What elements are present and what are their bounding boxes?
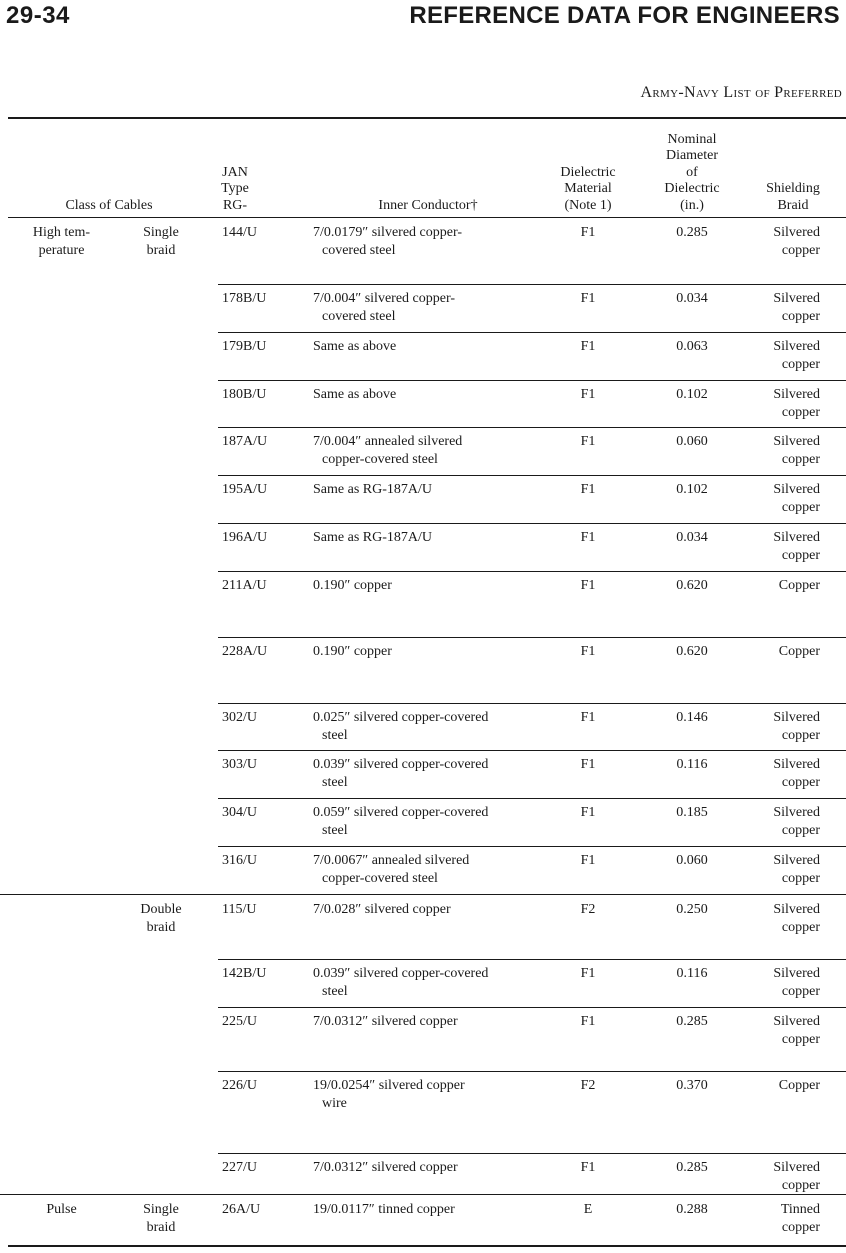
shielding-braid-line: Silvered — [773, 757, 820, 772]
cable-class — [14, 224, 109, 260]
header-line: Braid — [777, 197, 809, 213]
shielding-braid — [744, 709, 820, 745]
shielding-braid-line: copper — [781, 1032, 820, 1047]
shielding-braid — [744, 965, 820, 1001]
inner-conductor — [313, 1013, 543, 1031]
dielectric-material: F1 — [580, 578, 596, 593]
inner-conductor — [313, 852, 543, 888]
inner-conductor — [313, 481, 543, 499]
jan-type: 180B/U — [222, 387, 267, 402]
shielding-braid — [744, 901, 820, 937]
inner-conductor — [313, 577, 543, 595]
inner-conductor-line2: steel — [322, 775, 348, 790]
inner-conductor — [313, 290, 543, 326]
header-line: Dielectric — [664, 181, 720, 196]
inner-conductor-line1: Same as RG-187A/U — [313, 530, 432, 545]
inner-conductor — [313, 1077, 543, 1113]
header-line: Dielectric — [560, 164, 616, 180]
dielectric-diameter: 0.060 — [676, 853, 708, 868]
dielectric-diameter: 0.370 — [676, 1078, 708, 1093]
shielding-braid-line: Silvered — [773, 1014, 820, 1029]
row-divider — [218, 571, 846, 572]
jan-type: 228A/U — [222, 644, 268, 659]
cable-class-line: perature — [38, 243, 85, 258]
shielding-braid — [744, 433, 820, 469]
shielding-braid-line: Silvered — [773, 805, 820, 820]
shielding-braid — [744, 1201, 820, 1237]
shielding-braid — [744, 224, 820, 260]
inner-conductor-line2: covered steel — [322, 243, 396, 258]
shielding-braid-line: copper — [781, 1178, 820, 1193]
inner-conductor-line2: steel — [322, 984, 348, 999]
dielectric-diameter: 0.060 — [676, 434, 708, 449]
shielding-braid-line: copper — [781, 823, 820, 838]
inner-conductor — [313, 643, 543, 661]
jan-type: 211A/U — [222, 578, 267, 593]
row-divider — [218, 332, 846, 333]
header-class-of-cables — [14, 124, 204, 214]
header-shielding-braid — [752, 124, 834, 214]
shielding-braid-line: copper — [781, 728, 820, 743]
row-divider — [218, 284, 846, 285]
dielectric-material: F1 — [580, 225, 596, 240]
braid-class — [122, 224, 200, 260]
jan-type: 225/U — [222, 1014, 257, 1029]
shielding-braid-line: copper — [781, 1220, 820, 1235]
shielding-braid — [744, 1159, 820, 1195]
inner-conductor — [313, 804, 543, 840]
inner-conductor — [313, 1159, 543, 1177]
inner-conductor-line1: 19/0.0254″ silvered copper — [313, 1078, 465, 1093]
dielectric-material: F1 — [580, 644, 596, 659]
shielding-braid-line: Silvered — [773, 530, 820, 545]
shielding-braid-line: Copper — [778, 578, 820, 593]
inner-conductor-line1: 0.039″ silvered copper-covered — [313, 757, 489, 772]
shielding-braid — [744, 1077, 820, 1095]
shielding-braid-line: Silvered — [773, 339, 820, 354]
inner-conductor-line2: steel — [322, 728, 348, 743]
shielding-braid — [744, 386, 820, 422]
shielding-braid-line: Silvered — [773, 1160, 820, 1175]
inner-conductor — [313, 756, 543, 792]
jan-type: 144/U — [222, 225, 257, 240]
jan-type: 142B/U — [222, 966, 267, 981]
dielectric-diameter: 0.102 — [676, 387, 708, 402]
row-divider — [218, 846, 846, 847]
dielectric-diameter: 0.116 — [676, 757, 708, 772]
inner-conductor-line1: 7/0.0312″ silvered copper — [313, 1160, 458, 1175]
jan-type: 226/U — [222, 1078, 257, 1093]
jan-type: 195A/U — [222, 482, 268, 497]
jan-type: 227/U — [222, 1160, 257, 1175]
jan-type: 316/U — [222, 853, 257, 868]
row-divider — [218, 427, 846, 428]
jan-type: 115/U — [222, 902, 257, 917]
shielding-braid-line: copper — [781, 500, 820, 515]
header-line: Type — [221, 181, 249, 196]
inner-conductor-line2: steel — [322, 823, 348, 838]
header-jan-type — [210, 124, 260, 214]
shielding-braid-line: copper — [781, 984, 820, 999]
inner-conductor-line1: 7/0.0067″ annealed silvered — [313, 853, 470, 868]
header-nominal-diameter — [648, 124, 736, 214]
shielding-braid — [744, 338, 820, 374]
inner-conductor-line1: 7/0.028″ silvered copper — [313, 902, 451, 917]
shielding-braid — [744, 529, 820, 565]
cable-class-line: Pulse — [46, 1202, 77, 1217]
shielding-braid-line: Silvered — [773, 387, 820, 402]
table-bottom-rule — [8, 1245, 846, 1247]
inner-conductor — [313, 338, 543, 356]
dielectric-diameter: 0.034 — [676, 530, 708, 545]
header-inner-conductor — [313, 124, 543, 214]
inner-conductor-line1: 0.025″ silvered copper-covered — [313, 710, 489, 725]
table-row — [0, 1194, 846, 1235]
shielding-braid-line: Copper — [778, 644, 820, 659]
inner-conductor — [313, 965, 543, 1001]
dielectric-material: F1 — [580, 966, 596, 981]
dielectric-material: F1 — [580, 482, 596, 497]
shielding-braid — [744, 852, 820, 888]
dielectric-material: F1 — [580, 757, 596, 772]
inner-conductor-line2: copper-covered steel — [322, 871, 438, 886]
dielectric-material: F2 — [580, 1078, 596, 1093]
header-line: Diameter — [665, 148, 719, 163]
inner-conductor — [313, 386, 543, 404]
inner-conductor — [313, 709, 543, 745]
shielding-braid-line: Copper — [778, 1078, 820, 1093]
header-line: Class of Cables — [65, 197, 153, 213]
braid-class — [122, 901, 200, 937]
inner-conductor-line1: 7/0.0312″ silvered copper — [313, 1014, 458, 1029]
header-line: (in.) — [680, 197, 704, 213]
dielectric-diameter: 0.620 — [676, 644, 708, 659]
dielectric-diameter: 0.146 — [676, 710, 708, 725]
inner-conductor — [313, 901, 543, 919]
shielding-braid-line: copper — [781, 871, 820, 886]
row-divider — [218, 1153, 846, 1154]
shielding-braid-line: copper — [781, 452, 820, 467]
shielding-braid-line: copper — [781, 920, 820, 935]
inner-conductor-line1: 7/0.004″ annealed silvered — [313, 434, 463, 449]
shielding-braid-line: Silvered — [773, 225, 820, 240]
shielding-braid — [744, 290, 820, 326]
inner-conductor-line1: Same as above — [313, 339, 397, 354]
braid-class — [122, 1201, 200, 1237]
shielding-braid-line: Silvered — [773, 482, 820, 497]
shielding-braid-line: Silvered — [773, 966, 820, 981]
dielectric-material: F1 — [580, 1160, 596, 1175]
dielectric-diameter: 0.285 — [676, 1014, 708, 1029]
inner-conductor-line1: 19/0.0117″ tinned copper — [313, 1202, 455, 1217]
header-line: RG- — [222, 197, 248, 213]
shielding-braid — [744, 577, 820, 595]
shielding-braid-line: copper — [781, 405, 820, 420]
jan-type: 196A/U — [222, 530, 268, 545]
header-dielectric-material — [548, 124, 628, 214]
braid-class-line: Double — [140, 902, 182, 917]
cable-class-line: High tem- — [32, 225, 91, 240]
shielding-braid — [744, 804, 820, 840]
inner-conductor-line1: Same as RG-187A/U — [313, 482, 432, 497]
jan-type: 179B/U — [222, 339, 267, 354]
dielectric-diameter: 0.620 — [676, 578, 708, 593]
row-divider — [218, 475, 846, 476]
page-number: 29-34 — [6, 2, 70, 29]
inner-conductor-line1: 0.190″ copper — [313, 578, 392, 593]
shielding-braid-line: Tinned — [780, 1202, 820, 1217]
dielectric-diameter: 0.102 — [676, 482, 708, 497]
shielding-braid-line: copper — [781, 548, 820, 563]
dielectric-diameter: 0.250 — [676, 902, 708, 917]
inner-conductor-line1: 7/0.004″ silvered copper- — [313, 291, 456, 306]
braid-class-line: braid — [146, 243, 176, 258]
header-rule — [8, 217, 846, 218]
dielectric-material: F1 — [580, 710, 596, 725]
dielectric-diameter: 0.288 — [676, 1202, 708, 1217]
dielectric-diameter: 0.063 — [676, 339, 708, 354]
jan-type: 178B/U — [222, 291, 267, 306]
inner-conductor-line1: 0.190″ copper — [313, 644, 392, 659]
header-line: Nominal — [667, 131, 717, 147]
shielding-braid-line: Silvered — [773, 710, 820, 725]
shielding-braid — [744, 643, 820, 661]
header-line: Shielding — [766, 181, 820, 196]
inner-conductor-line1: 7/0.0179″ silvered copper- — [313, 225, 463, 240]
row-divider — [218, 703, 846, 704]
header-line: JAN — [222, 164, 248, 180]
dielectric-material: F1 — [580, 1014, 596, 1029]
dielectric-material: F1 — [580, 339, 596, 354]
dielectric-material: F2 — [580, 902, 596, 917]
shielding-braid-line: Silvered — [773, 853, 820, 868]
row-divider — [218, 637, 846, 638]
jan-type: 187A/U — [222, 434, 268, 449]
running-header-title: REFERENCE DATA FOR ENGINEERS — [409, 2, 840, 29]
shielding-braid-line: copper — [781, 309, 820, 324]
inner-conductor — [313, 1201, 543, 1219]
inner-conductor — [313, 224, 543, 260]
dielectric-diameter: 0.185 — [676, 805, 708, 820]
dielectric-material: F1 — [580, 530, 596, 545]
shielding-braid-line: copper — [781, 243, 820, 258]
row-divider — [218, 523, 846, 524]
inner-conductor — [313, 433, 543, 469]
header-line: (Note 1) — [564, 197, 612, 213]
jan-type: 303/U — [222, 757, 257, 772]
braid-class-line: braid — [146, 1220, 176, 1235]
inner-conductor — [313, 529, 543, 547]
shielding-braid-line: copper — [781, 357, 820, 372]
dielectric-material: F1 — [580, 291, 596, 306]
inner-conductor-line1: Same as above — [313, 387, 397, 402]
table-top-rule — [8, 117, 846, 119]
shielding-braid — [744, 756, 820, 792]
header-line: Inner Conductor† — [378, 197, 478, 213]
dielectric-diameter: 0.034 — [676, 291, 708, 306]
row-divider — [218, 750, 846, 751]
inner-conductor-line2: wire — [322, 1096, 347, 1111]
inner-conductor-line1: 0.039″ silvered copper-covered — [313, 966, 489, 981]
row-divider — [218, 959, 846, 960]
shielding-braid-line: Silvered — [773, 434, 820, 449]
row-divider — [218, 1071, 846, 1072]
dielectric-diameter: 0.116 — [676, 966, 708, 981]
cable-class — [14, 1201, 109, 1219]
dielectric-material: F1 — [580, 805, 596, 820]
shielding-braid-line: Silvered — [773, 902, 820, 917]
jan-type: 26A/U — [222, 1202, 261, 1217]
header-line: of — [686, 164, 698, 180]
shielding-braid-line: Silvered — [773, 291, 820, 306]
row-divider — [218, 798, 846, 799]
jan-type: 304/U — [222, 805, 257, 820]
row-divider — [218, 1007, 846, 1008]
dielectric-material: E — [583, 1202, 593, 1217]
shielding-braid — [744, 1013, 820, 1049]
shielding-braid-line: copper — [781, 775, 820, 790]
braid-class-line: braid — [146, 920, 176, 935]
jan-type: 302/U — [222, 710, 257, 725]
braid-class-line: Single — [143, 225, 179, 240]
table-caption: Army-Navy List of Preferred — [640, 84, 842, 101]
dielectric-diameter: 0.285 — [676, 225, 708, 240]
table-row — [0, 894, 846, 935]
dielectric-diameter: 0.285 — [676, 1160, 708, 1175]
row-divider — [218, 380, 846, 381]
inner-conductor-line1: 0.059″ silvered copper-covered — [313, 805, 489, 820]
dielectric-material: F1 — [580, 434, 596, 449]
inner-conductor-line2: copper-covered steel — [322, 452, 438, 467]
header-line: Material — [564, 181, 612, 196]
braid-class-line: Single — [143, 1202, 179, 1217]
dielectric-material: F1 — [580, 853, 596, 868]
dielectric-material: F1 — [580, 387, 596, 402]
inner-conductor-line2: covered steel — [322, 309, 396, 324]
shielding-braid — [744, 481, 820, 517]
